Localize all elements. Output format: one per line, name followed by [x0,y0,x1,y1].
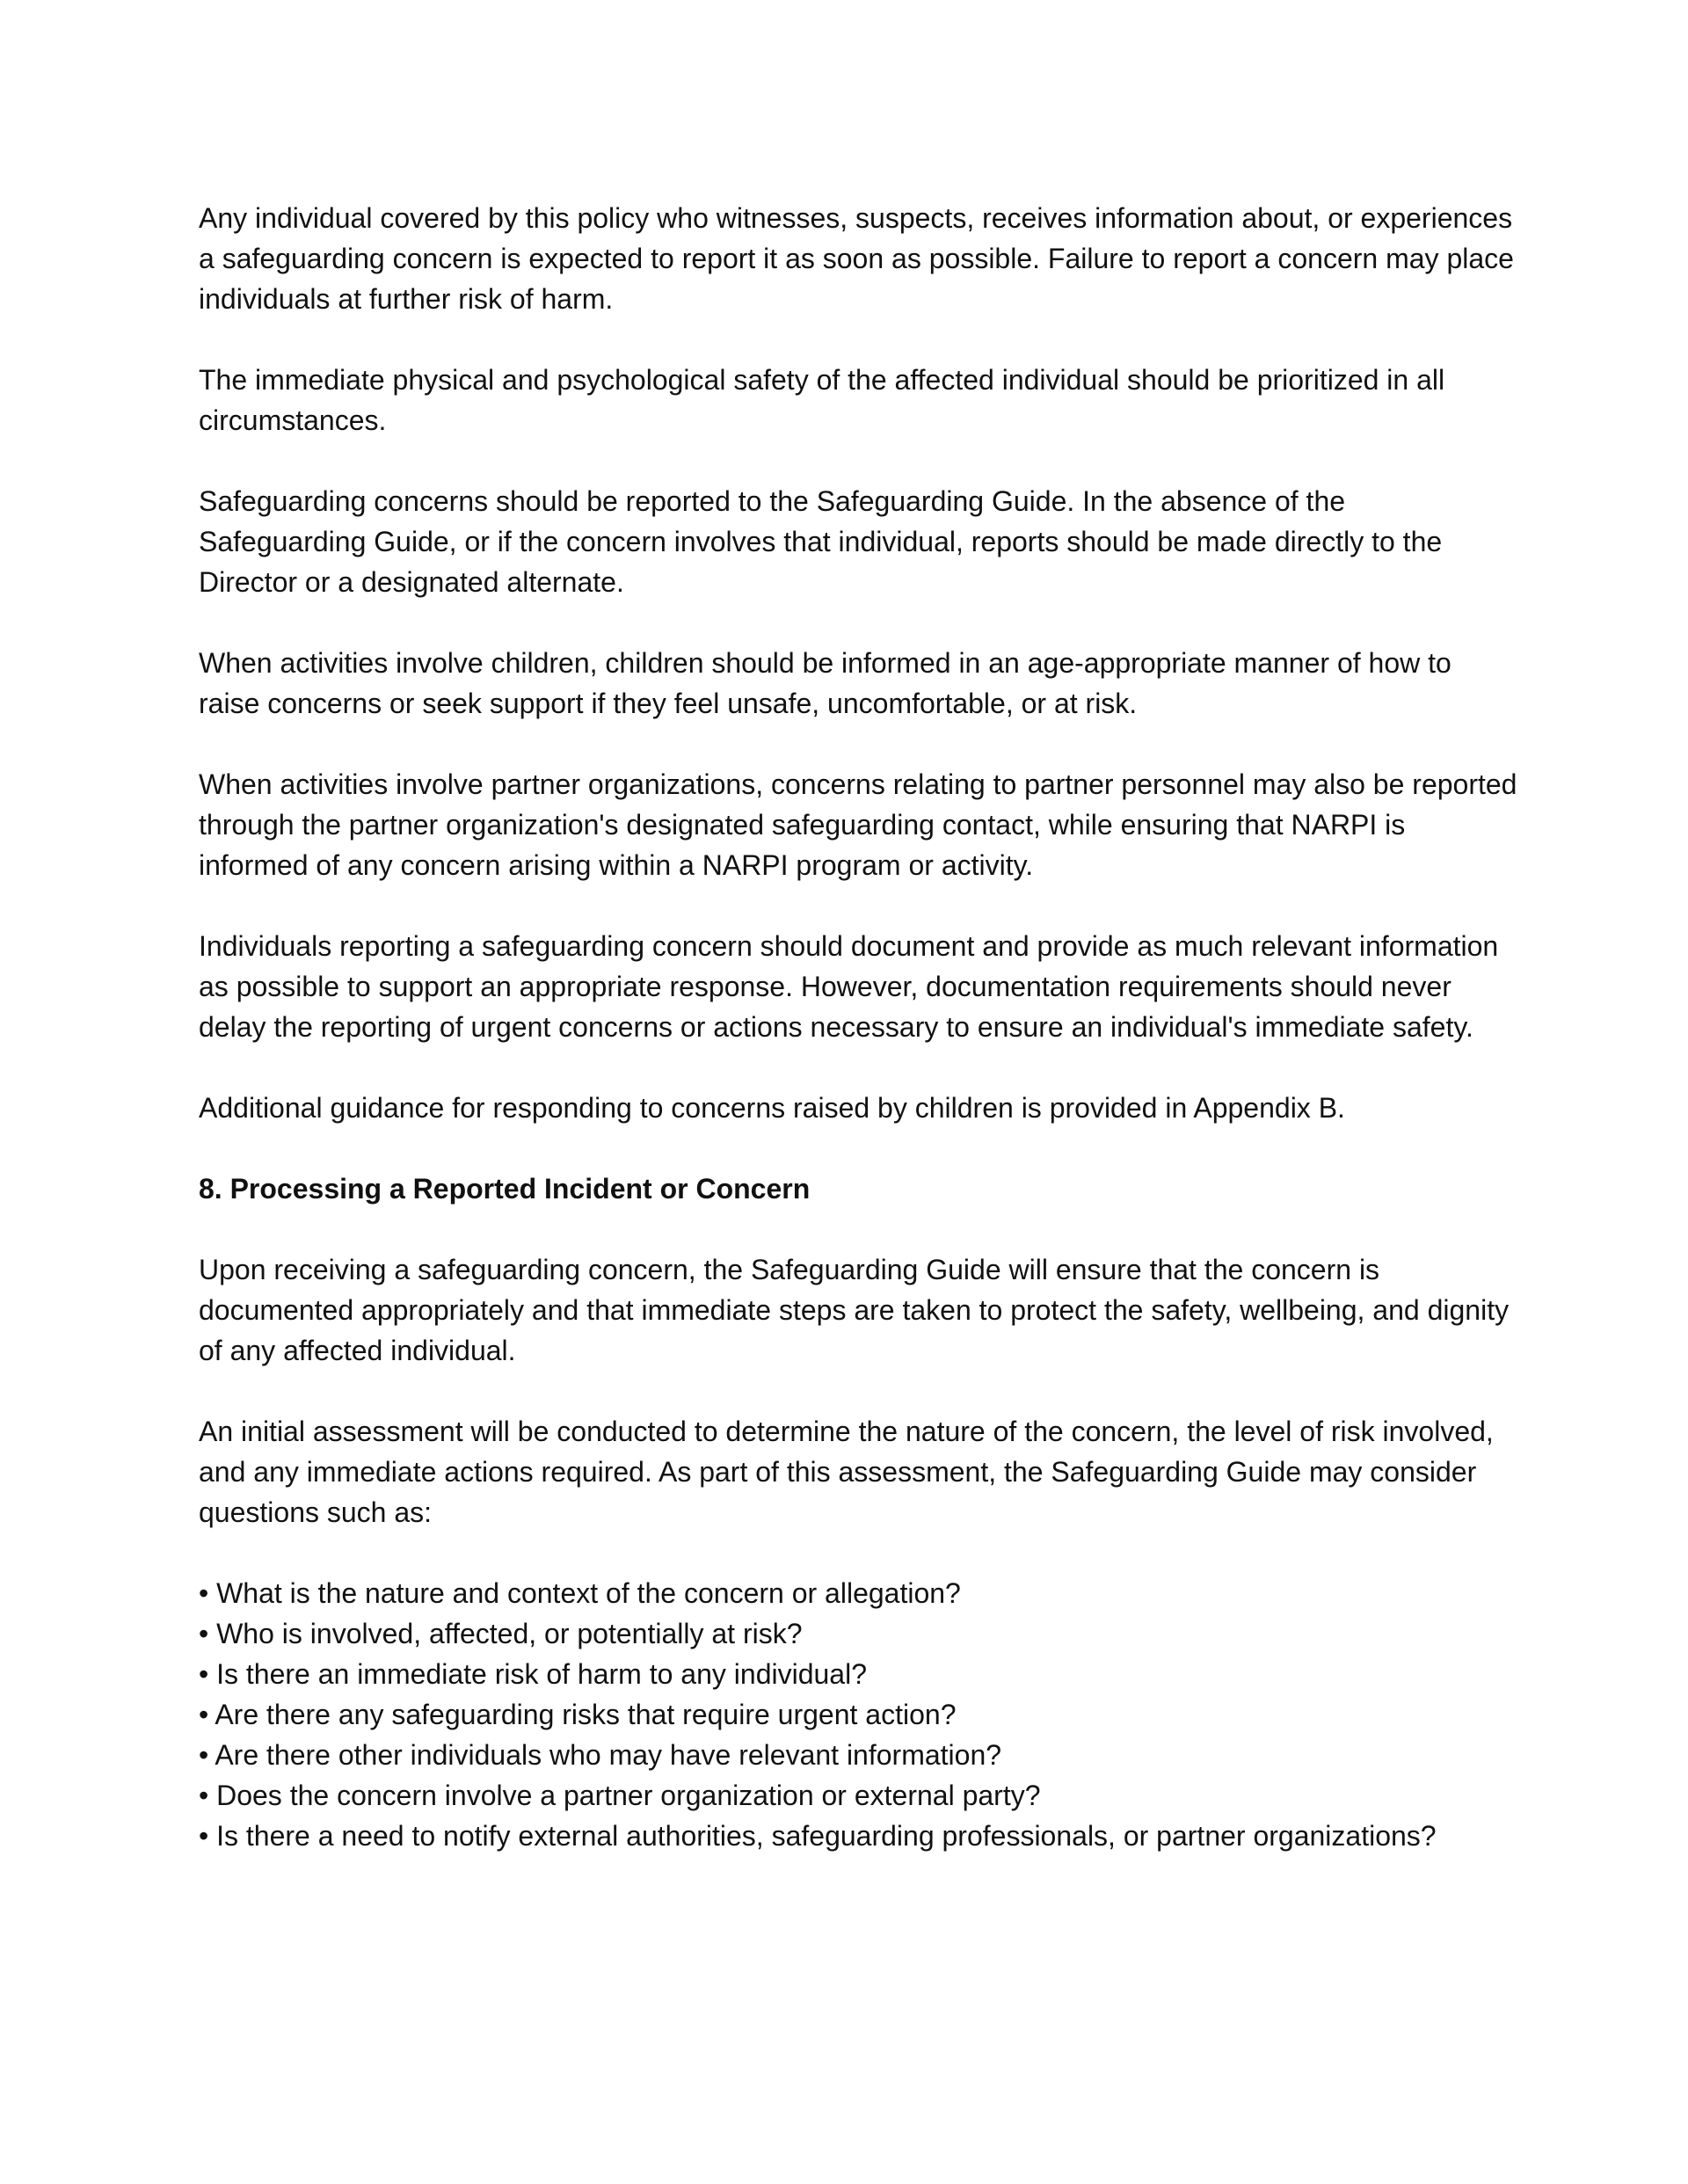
list-item [199,1816,1517,1856]
list-item-text: Is there a need to notify external authorities, safeguarding professionals, or partner organizations? [216,1820,1437,1852]
list-item [199,1775,1517,1816]
paragraph-reporting-expectation: Any individual covered by this policy who witnesses, suspects, receives information about, or experiences a safeguarding concern is expected to report it as soon as possible. Failure to report a concern may place individuals at further risk of harm. [199,202,1514,315]
document-body [199,198,1517,1856]
bullet-symbol: • [199,1820,209,1852]
bullet-symbol: • [199,1780,209,1811]
list-item-text: Who is involved, affected, or potentially at risk? [216,1618,803,1649]
paragraph-documentation: Individuals reporting a safeguarding concern should document and provide as much relevant information as possible to support an appropriate response. However, documentation requirements should never delay the reporting of urgent concerns or actions necessary to ensure an individual's immediate safety. [199,930,1499,1043]
bullet-symbol: • [199,1618,209,1649]
list-item-text: Is there an immediate risk of harm to any individual? [216,1658,867,1690]
paragraph-initial-assessment: An initial assessment will be conducted to determine the nature of the concern, the level of risk involved, and any immediate actions required. As part of this assessment, the Safeguarding Guide may consider questions such as: [199,1416,1494,1528]
list-item-text: Are there other individuals who may have relevant information? [215,1739,1002,1771]
list-item [199,1613,1517,1654]
list-item [199,1573,1517,1613]
paragraph-partner-organizations: When activities involve partner organizations, concerns relating to partner personnel may also be reported through the partner organization's designated safeguarding contact, while ensuring that NARPI is informed of any concern arising within a NARPI program or activity. [199,768,1517,881]
paragraph-immediate-safety: The immediate physical and psychological safety of the affected individual should be prioritized in all circumstances. [199,364,1445,436]
bullet-symbol: • [199,1658,209,1690]
list-item-text: Does the concern involve a partner organization or external party? [216,1780,1041,1811]
assessment-questions-list [199,1573,1517,1856]
list-item [199,1654,1517,1694]
paragraph-reporting-channel: Safeguarding concerns should be reported to the Safeguarding Guide. In the absence of the Safeguarding Guide, or if the concern involves that individual, reports should be made directly to the Director or a designated alternate. [199,485,1443,598]
bullet-symbol: • [199,1699,209,1730]
paragraph-appendix-reference: Additional guidance for responding to concerns raised by children is provided in Appendix B. [199,1092,1345,1124]
paragraph-children-informed: When activities involve children, children should be informed in an age-appropriate manner of how to raise concerns or seek support if they feel unsafe, uncomfortable, or at risk. [199,647,1452,719]
list-item [199,1735,1517,1775]
list-item-text: Are there any safeguarding risks that require urgent action? [215,1699,957,1730]
list-item [199,1694,1517,1735]
section-heading: 8. Processing a Reported Incident or Concern [199,1173,811,1205]
paragraph-receiving-concern: Upon receiving a safeguarding concern, the Safeguarding Guide will ensure that the concern is documented appropriately and that immediate steps are taken to protect the safety, wellbeing, and dignity of any affected individual. [199,1254,1510,1366]
bullet-symbol: • [199,1577,209,1609]
bullet-symbol: • [199,1739,209,1771]
list-item-text: What is the nature and context of the concern or allegation? [216,1577,961,1609]
